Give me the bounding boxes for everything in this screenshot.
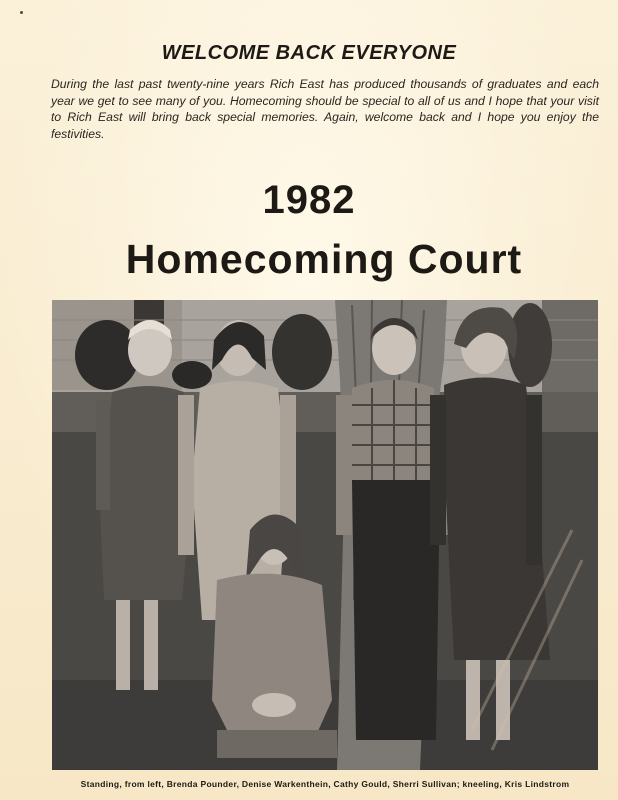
welcome-heading: WELCOME BACK EVERYONE [161, 42, 457, 64]
pin-hole-mark [20, 11, 23, 14]
court-title: Homecoming Court [125, 236, 523, 282]
year-heading: 1982 [262, 178, 356, 222]
court-photo [52, 300, 598, 770]
photo-caption: Standing, from left, Brenda Pounder, Denise Warkenthein, Cathy Gould, Sherri Sullivan; kneeling, Kris Lindstrom [80, 779, 570, 789]
court-photo-illustration [52, 300, 598, 770]
welcome-paragraph: During the last past twenty-nine years Rich East has produced thousands of graduates and each year we get to see many of you. Homecoming should be special to all of us and I hope that your visit to Rich East will bring back special memories. Again, welcome back and I hope you enjoy the festivities. [51, 77, 599, 141]
